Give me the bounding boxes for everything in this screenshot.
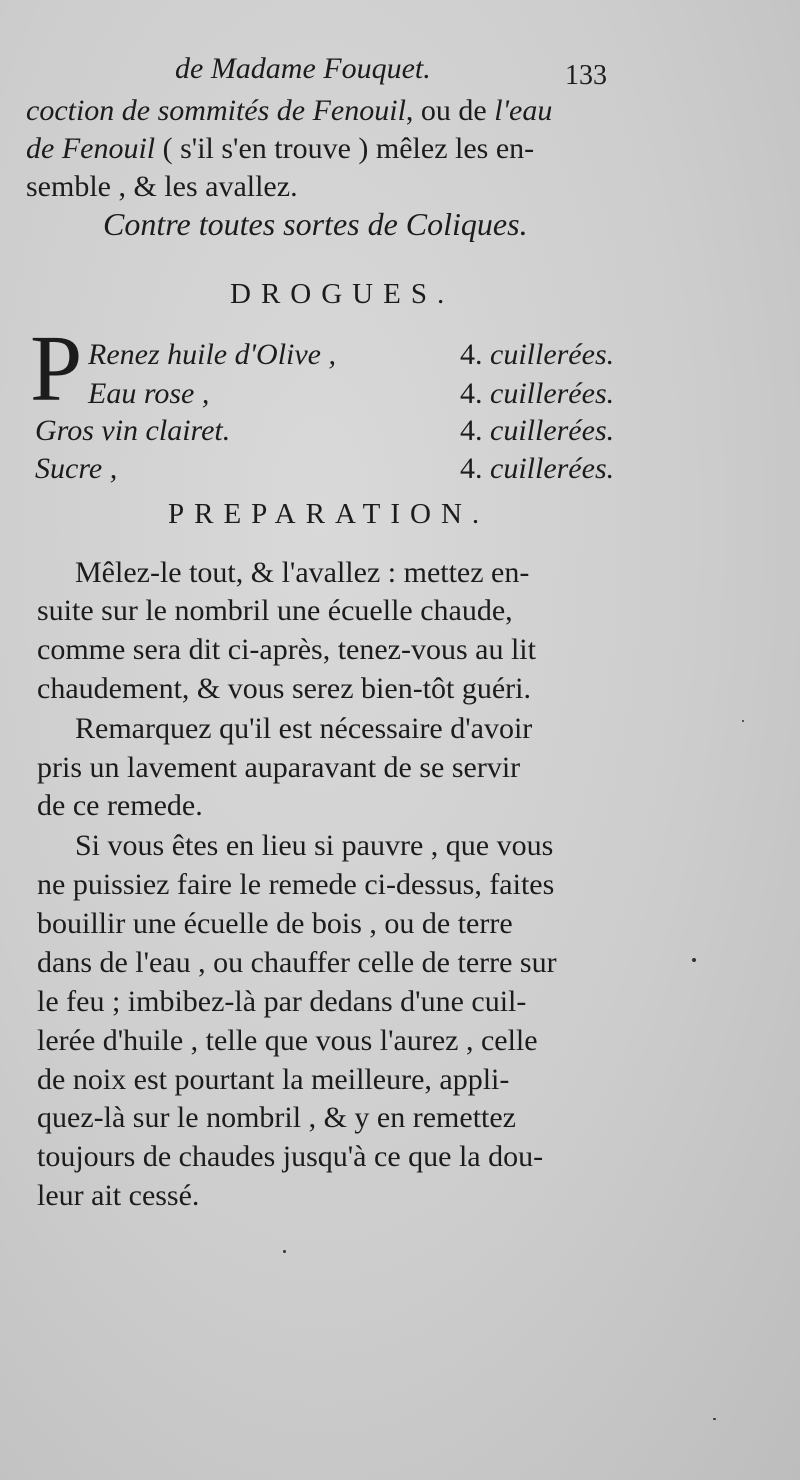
recipe-title: Contre toutes sortes de Coliques. <box>103 206 528 242</box>
qty-number: 4. <box>460 338 483 371</box>
intro-roman: ( s'il s'en trouve ) mêlez les en- <box>155 132 535 165</box>
ingredient-name: Gros vin clairet. <box>35 414 231 447</box>
ingredient-name: Renez huile d'Olive , <box>88 338 336 371</box>
qty-number: 4. <box>460 377 483 410</box>
qty-unit: cuillerées. <box>490 452 615 485</box>
body-line: Remarquez qu'il est nécessaire d'avoir <box>75 712 533 745</box>
intro-line <box>26 170 298 204</box>
ingredient-name: Eau rose , <box>88 377 210 410</box>
body-line: de noix est pourtant la meilleure, appli- <box>37 1063 510 1096</box>
qty-number: 4. <box>460 414 483 447</box>
intro-italic: de Fenouil <box>26 132 156 165</box>
preparation-heading: PREPARATION. <box>168 498 490 530</box>
page-number: 133 <box>565 60 607 91</box>
ingredient-quantity <box>460 338 614 372</box>
qty-unit: cuillerées. <box>490 377 615 410</box>
qty-unit: cuillerées. <box>490 414 615 447</box>
drogues-heading: DROGUES. <box>230 278 455 310</box>
body-line: Si vous êtes en lieu si pauvre , que vous <box>75 829 554 862</box>
ingredient-name: Sucre , <box>35 452 118 485</box>
drop-cap: P <box>30 317 83 421</box>
body-line: quez-là sur le nombril , & y en remettez <box>37 1101 516 1134</box>
body-line: pris un lavement auparavant de se servir <box>37 751 521 784</box>
intro-line <box>26 94 552 128</box>
intro-line <box>26 132 534 166</box>
body-line: de ce remede. <box>37 789 203 822</box>
intro-roman: semble , & les avallez. <box>26 170 298 203</box>
body-line: leur ait cessé. <box>37 1179 200 1212</box>
body-line: bouillir une écuelle de bois , ou de terre <box>37 907 513 940</box>
intro-italic: l'eau <box>494 94 553 127</box>
body-line: le feu ; imbibez-là par dedans d'une cuil- <box>37 985 527 1018</box>
body-line: Mêlez-le tout, & l'avallez : mettez en- <box>75 556 530 589</box>
ingredient-quantity <box>460 377 614 411</box>
body-line: dans de l'eau , ou chauffer celle de terre sur <box>37 946 557 979</box>
body-line: chaudement, & vous serez bien-tôt guéri. <box>37 672 532 705</box>
ingredient-quantity <box>460 414 614 448</box>
body-line: ne puissiez faire le remede ci-dessus, faites <box>37 868 555 901</box>
body-line: suite sur le nombril une écuelle chaude, <box>37 594 513 627</box>
body-line: lerée d'huile , telle que vous l'aurez , celle <box>37 1024 538 1057</box>
body-line: toujours de chaudes jusqu'à ce que la dou- <box>37 1140 544 1173</box>
intro-roman: , ou de <box>405 94 495 127</box>
body-line: comme sera dit ci-après, tenez-vous au lit <box>37 633 536 666</box>
running-title: de Madame Fouquet. <box>175 52 431 85</box>
intro-italic: coction de sommités de Fenouil <box>26 94 406 127</box>
qty-unit: cuillerées. <box>490 338 615 371</box>
ingredient-quantity <box>460 452 614 486</box>
qty-number: 4. <box>460 452 483 485</box>
